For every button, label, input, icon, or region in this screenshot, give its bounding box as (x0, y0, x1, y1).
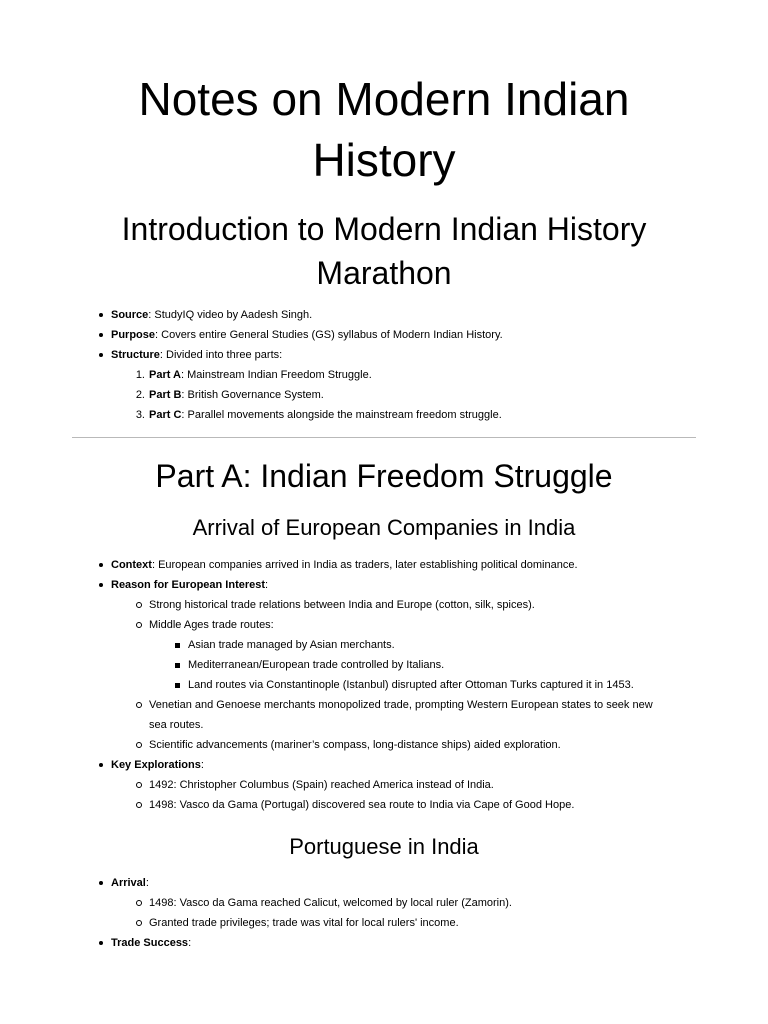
item-number: 1. (135, 369, 145, 381)
bullet-square-icon (175, 663, 180, 668)
bullet-circle-icon (136, 602, 142, 608)
bullet-circle-icon (136, 920, 142, 926)
numbered-item: 3. Part C: Parallel movements alongside the mainstream freedom struggle. (72, 405, 696, 425)
bullet-square-icon (175, 643, 180, 648)
sub-list-item: Middle Ages trade routes: (72, 615, 696, 635)
bullet-circle-icon (136, 622, 142, 628)
arrival-heading: Arrival of European Companies in India (192, 515, 576, 540)
sub-list-item: 1492: Christopher Columbus (Spain) reached America instead of India. (72, 775, 696, 795)
bullet-disc-icon (99, 941, 103, 945)
sub-sub-list-item: Mediterranean/European trade controlled by Italians. (72, 655, 696, 675)
numbered-item: 1. Part A: Mainstream Indian Freedom Struggle. (72, 365, 696, 385)
bullet-disc-icon (99, 583, 103, 587)
portuguese-heading: Portuguese in India (289, 834, 479, 859)
sub-list-item: 1498: Vasco da Gama (Portugal) discovered sea route to India via Cape of Good Hope. (72, 795, 696, 815)
intro-list (72, 305, 696, 425)
list-item: Arrival: (72, 873, 696, 893)
bullet-disc-icon (99, 563, 103, 567)
bullet-square-icon (175, 683, 180, 688)
list-item: Purpose: Covers entire General Studies (GS) syllabus of Modern Indian History. (72, 325, 696, 345)
bullet-circle-icon (136, 900, 142, 906)
intro-heading: Introduction to Modern Indian History Marathon (121, 211, 647, 291)
bullet-circle-icon (136, 742, 142, 748)
sub-list-item: Venetian and Genoese merchants monopolized trade, prompting Western European states to seek new sea routes. (72, 695, 655, 735)
section-divider (72, 437, 696, 438)
bullet-disc-icon (99, 353, 103, 357)
bullet-disc-icon (99, 313, 103, 317)
sub-list-item: Scientific advancements (mariner’s compass, long-distance ships) aided exploration. (72, 735, 696, 755)
list-item: Trade Success: (72, 933, 696, 953)
list-item: Context: European companies arrived in India as traders, later establishing political dominance. (72, 555, 696, 575)
sub-list-item: Granted trade privileges; trade was vital for local rulers' income. (72, 913, 696, 933)
sub-sub-list-item: Asian trade managed by Asian merchants. (72, 635, 696, 655)
list-item: Source: StudyIQ video by Aadesh Singh. (72, 305, 696, 325)
bullet-disc-icon (99, 333, 103, 337)
sub-list-item: 1498: Vasco da Gama reached Calicut, welcomed by local ruler (Zamorin). (72, 893, 696, 913)
list-item: Key Explorations: (72, 755, 696, 775)
sub-sub-list-item: Land routes via Constantinople (Istanbul) disrupted after Ottoman Turks captured it in 1453. (72, 675, 696, 695)
bullet-disc-icon (99, 881, 103, 885)
item-number: 2. (135, 389, 145, 401)
bullet-circle-icon (136, 782, 142, 788)
part-a-heading: Part A: Indian Freedom Struggle (155, 458, 613, 494)
page-title: Notes on Modern Indian History (138, 73, 630, 186)
portuguese-list (72, 873, 696, 953)
bullet-disc-icon (99, 763, 103, 767)
list-item: Structure: Divided into three parts: (72, 345, 696, 365)
list-item: Reason for European Interest: (72, 575, 696, 595)
numbered-item: 2. Part B: British Governance System. (72, 385, 696, 405)
arrival-list (72, 555, 696, 815)
sub-list-item: Strong historical trade relations between India and Europe (cotton, silk, spices). (72, 595, 696, 615)
bullet-circle-icon (136, 802, 142, 808)
item-number: 3. (135, 409, 145, 421)
bullet-circle-icon (136, 702, 142, 708)
